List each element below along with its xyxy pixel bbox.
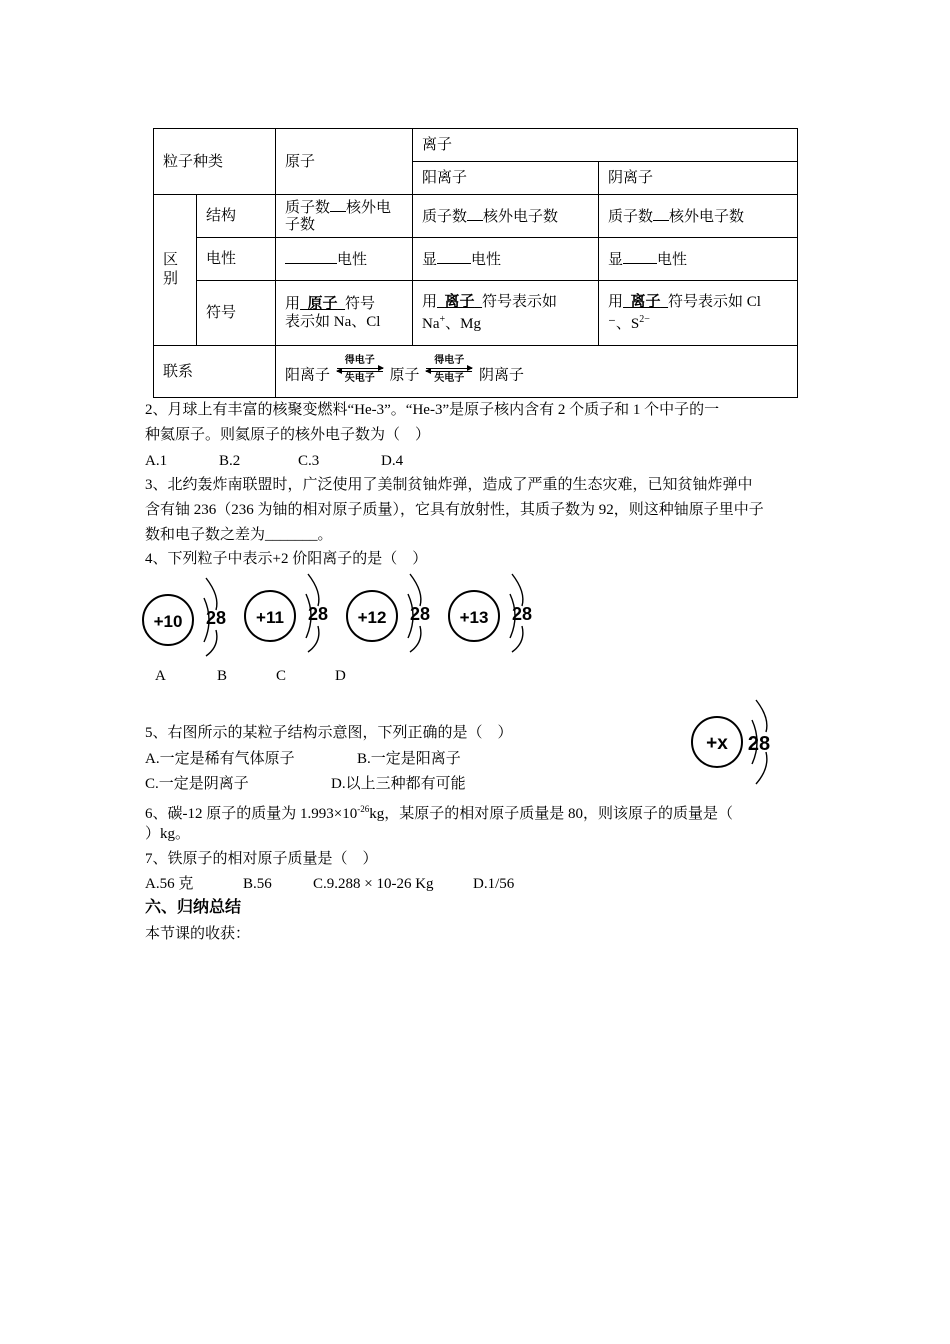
q5-option-d: D.以上三种都有可能	[331, 776, 466, 792]
q7-option-c: C.9.288 × 10-26 Kg	[313, 876, 434, 892]
shell-label-c: 28	[409, 604, 431, 624]
q5-option-b: B.一定是阳离子	[357, 751, 461, 767]
q4-text: 4、下列粒子中表示+2 价阳离子的是（ ）	[145, 551, 428, 567]
shell-label-d: 28	[511, 604, 533, 624]
structure-diagram-c	[347, 574, 430, 652]
q4-label-a: A	[155, 668, 166, 684]
shell-label-a: 28	[205, 608, 227, 628]
gain-lose-arrow-2: 得电子 失电子	[426, 355, 472, 385]
anion-charge-cell: 显 电性	[599, 238, 798, 281]
q7-text: 7、铁原子的相对原子质量是（ ）	[145, 851, 378, 867]
q2-option-b: B.2	[219, 453, 241, 469]
nucleus-label-d: +13	[459, 608, 489, 627]
q7-option-b: B.56	[243, 876, 272, 892]
q2-option-d: D.4	[381, 453, 404, 469]
anion-structure-cell: 质子数 核外电子数	[599, 195, 798, 238]
header-atom: 原子	[276, 129, 413, 195]
nucleus-label-b: +11	[256, 608, 284, 627]
anion-symbol-cell: 用 离子 符号表示如 Cl ⁻、$S^{2-}$	[599, 281, 798, 346]
header-particle-type: 粒子种类	[154, 129, 276, 195]
section-heading-summary: 六、归纳总结	[145, 899, 242, 916]
shell-label-b: 28	[307, 604, 329, 624]
nucleus-label-c: +12	[357, 608, 387, 627]
q3-line2: 含有铀 236（236 为铀的相对原子质量），它具有放射性，其质子数为 92，则这种铀原子里中子	[145, 502, 764, 518]
gain-lose-arrow-1: 得电子 失电子	[337, 355, 383, 385]
q4-label-c: C	[276, 668, 287, 684]
row-label-symbol: 符号	[197, 281, 276, 346]
q5-shell-label: 28	[747, 733, 771, 755]
q4-label-b: B	[217, 668, 228, 684]
q2-line2: 种氦原子。则氦原子的核外电子数为（ ）	[145, 427, 431, 443]
q5-nucleus-label: +x	[706, 733, 728, 754]
structure-diagram-d	[449, 574, 532, 652]
cation-structure-cell: 质子数 核外电子数	[413, 195, 599, 238]
atom-structure-cell: 质子数 核外电子数	[276, 195, 413, 238]
row-label-structure: 结构	[197, 195, 276, 238]
particle-comparison-table	[153, 128, 798, 398]
q4-structure-diagrams	[140, 568, 540, 664]
q3-line1: 3、北约轰炸南联盟时，广泛使用了美制贫铀炸弹，造成了严重的生态灾难，已知贫铀炸弹中	[145, 477, 753, 493]
atom-symbol-cell: 用 原子 符号 表示如 Na、Cl	[276, 281, 413, 346]
q2-line1: 2、月球上有丰富的核聚变燃料“He-3”。“He-3”是原子核内含有 2 个质子和 1 个中子的一	[145, 402, 720, 418]
cation-charge-cell: 显 电性	[413, 238, 599, 281]
header-ion: 离子	[413, 129, 798, 162]
q7-option-a: A.56 克	[145, 876, 194, 892]
atom-charge-cell: 电性	[276, 238, 413, 281]
row-label-relation: 联系	[154, 346, 276, 398]
structure-diagram-b	[245, 574, 328, 652]
q5-option-c: C.一定是阴离子	[145, 776, 249, 792]
row-label-charge: 电性	[197, 238, 276, 281]
header-anion: 阴离子	[599, 162, 798, 195]
q5-structure-diagram	[686, 696, 782, 788]
q3-line3: 数和电子数之差为_______。	[145, 527, 333, 543]
summary-prompt: 本节课的收获：	[145, 926, 251, 942]
structure-diagram-a	[143, 578, 226, 656]
relation-cell: 阳离子 得电子 失电子 原子 得电子 失电子 阴离子	[276, 346, 798, 398]
q7-option-d: D.1/56	[473, 876, 515, 892]
header-difference: 区别	[154, 195, 197, 346]
q2-option-c: C.3	[298, 453, 320, 469]
q6-line2: ）kg。	[145, 826, 191, 842]
q5-option-a: A.一定是稀有气体原子	[145, 751, 295, 767]
q5-text: 5、右图所示的某粒子结构示意图，下列正确的是（ ）	[145, 725, 513, 741]
nucleus-label-a: +10	[153, 612, 183, 631]
header-cation: 阳离子	[413, 162, 599, 195]
q6-line1: 6、碳-12 原子的质量为 $1.993\times 10^{-26}kg$，某原子的相对原子质量是 80，则该原子的质量是（	[145, 804, 733, 822]
q2-option-a: A.1	[145, 453, 168, 469]
cation-symbol-cell: 用 离子 符号表示如 Na+、Mg	[413, 281, 599, 346]
q4-label-d: D	[335, 668, 346, 684]
